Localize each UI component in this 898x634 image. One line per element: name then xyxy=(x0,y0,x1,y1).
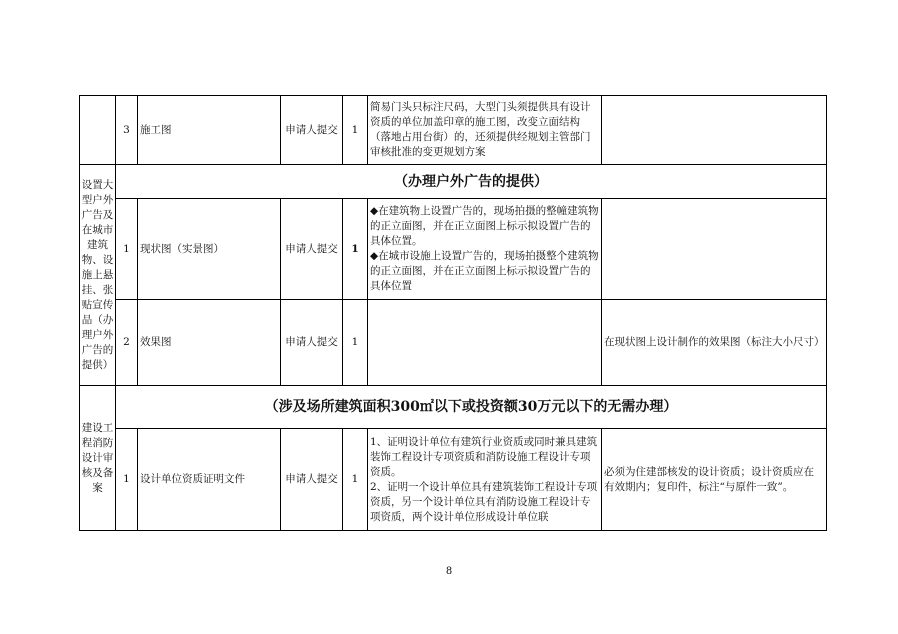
requirement-item: ◆在城市设施上设置广告的，现场拍摄整个建筑物的正立面图，并在正立面图上标示拟设置广告的具体位置 xyxy=(370,250,599,292)
material-source: 申请人提交 xyxy=(281,199,343,300)
category-outdoor-ads: 设置大型户外广告及在城市建筑物、设施上悬挂、张贴宣传品（办理户外广告的提供） xyxy=(80,165,116,386)
section-header-row xyxy=(80,386,827,429)
materials-table xyxy=(79,95,827,531)
table-row xyxy=(80,429,827,531)
category-fire-design: 建设工程消防设计审核及备案 xyxy=(80,386,116,531)
material-count: 1 xyxy=(343,300,368,386)
page-number: 8 xyxy=(445,566,453,577)
material-requirement xyxy=(368,429,602,531)
material-note xyxy=(602,96,827,165)
material-requirement: 简易门头只标注尺码，大型门头须提供具有设计资质的单位加盖印章的施工图，改变立面结构（落地占用台街）的，还须提供经规划主管部门审核批准的变更规划方案 xyxy=(368,96,602,165)
material-source: 申请人提交 xyxy=(281,429,343,531)
material-name: 现状图（实景图） xyxy=(138,199,281,300)
material-note: 必须为住建部核发的设计资质；设计资质应在有效期内；复印件，标注“与原件一致”。 xyxy=(602,429,827,531)
section-header-fire: （涉及场所建筑面积300㎡以下或投资额30万元以下的无需办理） xyxy=(116,386,827,429)
table-row xyxy=(80,96,827,165)
material-count: 1 xyxy=(343,199,368,300)
row-number: 2 xyxy=(116,300,138,386)
category-cell xyxy=(80,96,116,165)
requirement-item: 2、证明一个设计单位具有建筑装饰工程设计专项资质，另一个设计单位具有消防设施工程设计专项资质，两个设计单位形成设计单位联 xyxy=(370,480,598,523)
material-name: 效果图 xyxy=(138,300,281,386)
row-number: 1 xyxy=(116,429,138,531)
material-count: 1 xyxy=(343,96,368,165)
material-requirement xyxy=(368,199,602,300)
row-number: 3 xyxy=(116,96,138,165)
material-source: 申请人提交 xyxy=(281,300,343,386)
row-number: 1 xyxy=(116,199,138,300)
table-row xyxy=(80,199,827,300)
material-source: 申请人提交 xyxy=(281,96,343,165)
material-note xyxy=(602,199,827,300)
material-name: 施工图 xyxy=(138,96,281,165)
requirement-item: 1、证明设计单位有建筑行业资质或同时兼具建筑装饰工程设计专项资质和消防设施工程设计专项资质。 xyxy=(370,435,598,478)
material-name: 设计单位资质证明文件 xyxy=(138,429,281,531)
section-header-outdoor: （办理户外广告的提供） xyxy=(116,165,827,199)
material-note: 在现状图上设计制作的效果图（标注大小尺寸） xyxy=(602,300,827,386)
material-requirement xyxy=(368,300,602,386)
requirement-item: ◆在建筑物上设置广告的，现场拍摄的整幢建筑物的正立面图，并在正立面图上标示拟设置广告的具体位置。 xyxy=(370,205,599,247)
section-header-row xyxy=(80,165,827,199)
table-row xyxy=(80,300,827,386)
material-count: 1 xyxy=(343,429,368,531)
